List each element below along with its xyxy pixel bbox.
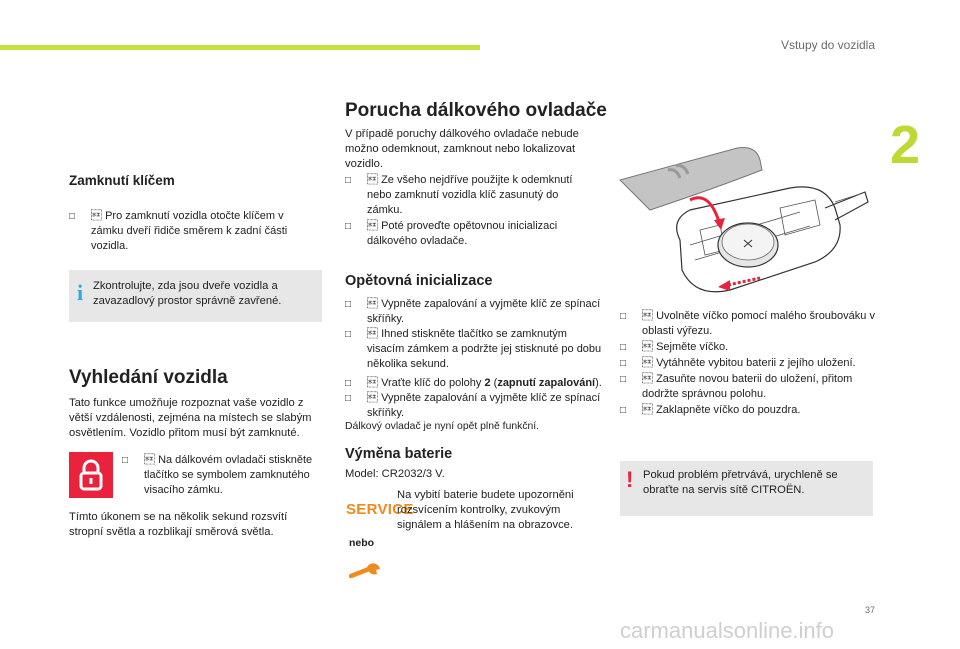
reinit-bullet-4 <box>345 391 603 421</box>
reinit-bullet-3 <box>345 376 603 391</box>
locate-vehicle-text: Tato funkce umožňuje rozpoznat vaše vozidlo z větší vzdálenosti, zejména na místech se slabým osvětlením. Vozidlo přitom musí být zamknuté. <box>69 397 312 440</box>
bullet-text: Uvolněte víčko pomocí malého šroubováku v oblasti výřezu. <box>642 310 875 338</box>
lock-with-key-heading: Zamknutí klíčem <box>69 173 175 188</box>
padlock-button-icon <box>69 452 113 498</box>
bullet-text: Sejměte víčko. <box>656 341 729 353</box>
locate-vehicle-heading: Vyhledání vozidla <box>69 367 228 388</box>
bullet-marker-icon:  □ <box>620 374 627 385</box>
reinit-heading: Opětovná inicializace <box>345 273 493 289</box>
warning-icon: ! <box>626 467 634 492</box>
bullet-text: Ihned stiskněte tlačítko se zamknutým visacím zámkem a podržte jej stisknuté po dobu několika sekund. <box>367 328 602 371</box>
bullet-text: Zaklapněte víčko do pouzdra. <box>656 404 801 416</box>
battery-step-4 <box>620 372 878 402</box>
page-number: 37 <box>864 605 875 615</box>
battery-step-3 <box>620 356 878 371</box>
bullet-text: Vypněte zapalování a vyjměte klíč ze spínací skříňky. <box>367 298 601 326</box>
bullet-marker-icon:  □ <box>620 405 627 416</box>
bullet-marker-icon:  □ <box>345 299 352 310</box>
bullet-marker-icon:  □ <box>620 311 627 322</box>
locate-vehicle-result: Tímto úkonem se na několik sekund rozsvítí stropní světla a rozblikají směrová světla. <box>69 511 288 539</box>
watermark: carmanualsonline.info <box>620 618 835 643</box>
remote-key-illustration <box>610 130 880 305</box>
wrench-icon <box>349 563 383 586</box>
reinit-bullet-2 <box>345 327 603 373</box>
bullet-text: Vytáhněte vybitou baterii z jejího uložení. <box>656 357 856 369</box>
chapter-title: Vstupy do vozidla <box>780 38 875 52</box>
bullet-text: Vypněte zapalování a vyjměte klíč ze spínací skříňky. <box>367 392 601 420</box>
info-box <box>69 270 322 322</box>
remote-fault-bullet-2 <box>345 219 590 249</box>
battery-warning-text: Na vybití baterie budete upozorněni rozsvícením kontrolky, zvukovým signálem a hlášením na obrazovce. <box>397 489 574 532</box>
bullet-text: Ze všeho nejdříve použijte k odemknutí nebo zamknutí vozidla klíč zasunutý do zámku. <box>367 174 573 217</box>
locate-vehicle-bullet <box>122 453 317 499</box>
bullet-text-a: Vraťte klíč do polohy <box>381 377 485 389</box>
service-warning-icon: SERVICE <box>346 501 414 518</box>
bullet-marker-icon:  □ <box>345 378 352 389</box>
remote-fault-text: V případě poruchy dálkového ovladače nebude možno odemknout, zamknout nebo lokalizovat vozidlo. <box>345 128 579 171</box>
bullet-marker-icon:  □ <box>69 211 76 222</box>
top-accent-bar <box>0 45 480 50</box>
reinit-bullet-1 <box>345 297 603 327</box>
bullet-text-c: ( <box>490 377 498 389</box>
remote-fault-bullet-1 <box>345 173 590 219</box>
bullet-marker-icon:  □ <box>620 342 627 353</box>
bullet-marker-icon:  □ <box>345 329 352 340</box>
lock-with-key-bullet <box>69 209 314 255</box>
bullet-text: Pro zamknutí vozidla otočte klíčem v zámku dveří řidiče směrem k zadní části vozidla. <box>91 210 288 253</box>
battery-model: Model: CR2032/3 V. <box>345 468 445 480</box>
remote-fault-heading: Porucha dálkového ovladače <box>345 100 607 121</box>
or-label: nebo <box>349 537 375 549</box>
battery-heading: Výměna baterie <box>345 446 453 462</box>
info-icon: i <box>77 280 84 305</box>
bullet-marker-icon:  □ <box>345 393 352 404</box>
info-text: Zkontrolujte, zda jsou dveře vozidla a zavazadlový prostor správně zavřené. <box>93 280 282 308</box>
warning-text: Pokud problém přetrvává, urychleně se obraťte na servis sítě CITROËN. <box>643 469 838 497</box>
bullet-marker-icon:  □ <box>345 175 352 186</box>
bullet-marker-icon:  □ <box>122 455 129 466</box>
bullet-text: Na dálkovém ovladači stiskněte tlačítko se symbolem zamknutého visacího zámku. <box>144 454 313 497</box>
bullet-marker-icon:  □ <box>345 221 352 232</box>
battery-step-5 <box>620 403 878 418</box>
bullet-text: Poté proveďte opětovnou inicializaci dálkového ovladače. <box>367 220 558 248</box>
bullet-text-e: ). <box>595 377 602 389</box>
bullet-marker-icon:  □ <box>620 358 627 369</box>
chapter-number: 2 <box>890 115 921 175</box>
battery-step-1 <box>620 309 878 339</box>
reinit-final: Dálkový ovladač je nyní opět plně funkční. <box>345 421 540 432</box>
battery-step-2 <box>620 340 878 355</box>
warning-box <box>620 461 873 516</box>
bullet-text: Zasuňte novou baterii do uložení, přitom dodržte správnou polohu. <box>642 373 853 401</box>
ignition-on-label: zapnutí zapalování <box>497 377 596 389</box>
ignition-position: 2 <box>484 377 491 389</box>
